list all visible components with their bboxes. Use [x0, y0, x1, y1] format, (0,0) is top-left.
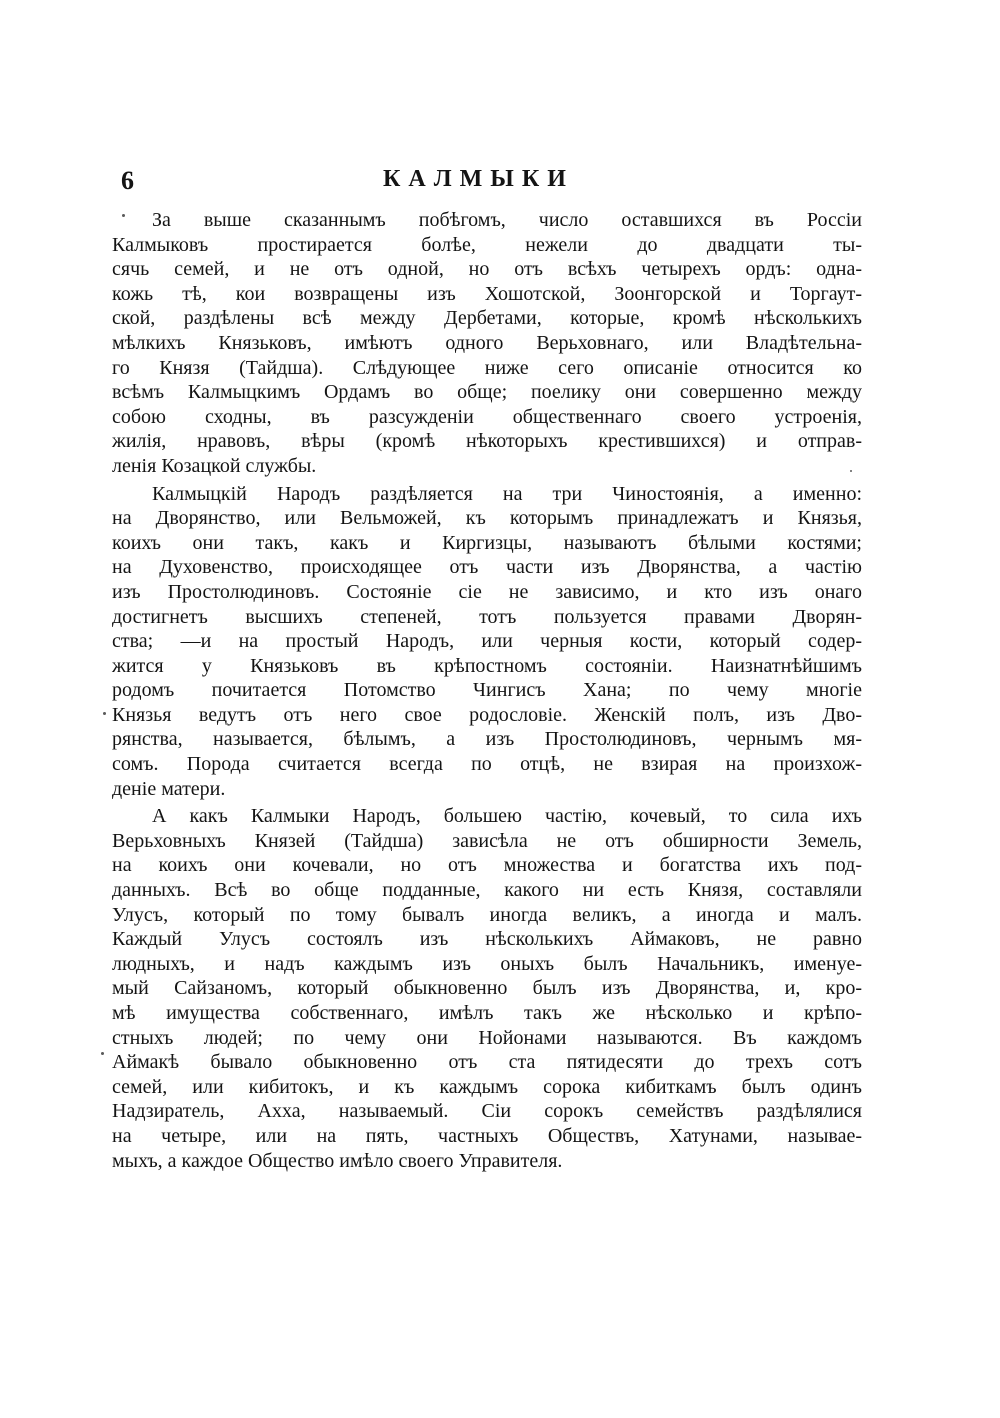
text-line: достигнетъ высшихъ степеней, тотъ пользуется правами Дворян- — [112, 605, 862, 628]
text-line: Князья ведутъ отъ него свое родословіе. Женскій полъ, изъ Дво- — [112, 703, 862, 726]
text-line: мый Сайзаномъ, который обыкновенно былъ изъ Дворянства, и, кро- — [112, 977, 862, 1000]
paragraph-2 — [112, 482, 862, 802]
text-line: изъ Простолюдиновъ. Состояніе сіе не зависимо, и кто изъ онаго — [112, 580, 862, 603]
text-line: семей, или кибитокъ, и къ каждымъ сорока кибиткамъ былъ одинъ — [112, 1075, 862, 1098]
paragraph-1 — [112, 208, 862, 479]
text-line: Верьховныхъ Князей (Тайдша) зависѣла не отъ обширности Земель, — [112, 829, 862, 852]
scan-speck — [101, 1052, 104, 1055]
text-line: рянства, называется, бѣлымъ, а изъ Простолюдиновъ, чернымъ мя- — [112, 728, 862, 751]
text-line: За выше сказаннымъ побѣгомъ, число оставшихся въ Россіи — [152, 209, 862, 231]
text-line: собою сходны, въ разсужденіи общественнаго своего устроенія, — [112, 405, 862, 428]
text-line: сомъ. Порода считается всегда по отцѣ, не взирая на произхож- — [112, 753, 862, 776]
text-line: Каждый Улусъ состоялъ изъ нѣсколькихъ Аймаковъ, не равно — [112, 928, 862, 951]
text-line: родомъ почитается Потомство Чингисъ Хана; по чему многіе — [112, 679, 862, 702]
text-line: деніе матери. — [112, 777, 226, 800]
text-line: мыхъ, а каждое Общество имѣло своего Управителя. — [112, 1149, 563, 1172]
text-line: мѣлкихъ Князьковъ, имѣютъ одного Верьховнаго, или Владѣтельна- — [112, 331, 862, 354]
text-line: коихъ они такъ, какъ и Киргизцы, называютъ бѣлыми костями; — [112, 531, 862, 554]
text-line: жилія, нравовъ, вѣры (кромѣ нѣкоторыхъ крестившихся) и отправ- — [112, 430, 862, 453]
text-line: Калмыцкій Народъ раздѣляется на три Чиностоянія, а именно: — [152, 482, 862, 505]
text-line: на коихъ они кочевали, но отъ множества и богатства ихъ под- — [112, 854, 862, 877]
text-line: Надзиратель, Ахха, называемый. Сіи сорокъ семействъ раздѣлялися — [112, 1100, 862, 1123]
text-line: на Дворянство, или Вельможей, къ которымъ принадлежатъ и Князья, — [112, 507, 862, 530]
text-line: стныхъ людей; по чему они Нойонами называются. Въ каждомъ — [112, 1026, 862, 1049]
text-line: Аймакѣ бывало обыкновенно отъ ста пятидесяти до трехъ сотъ — [112, 1051, 862, 1074]
text-line: ства; —и на простый Народъ, или черныя кости, который содер- — [112, 630, 862, 653]
text-line: на четыре, или на пять, частныхъ Обществъ, Хатунами, называе- — [112, 1124, 862, 1147]
scan-speck — [122, 214, 125, 217]
text-line: на Духовенство, происходящее отъ части изъ Дворянства, а частію — [112, 556, 862, 579]
text-line: сячь семей, и не отъ одной, но отъ всѣхъ четырехъ ордъ: одна- — [112, 258, 862, 281]
text-line: ленія Козацкой службы. — [112, 454, 317, 477]
paragraph-3 — [112, 804, 862, 1173]
text-line: го Князя (Тайдша). Слѣдующее ниже сего описаніе относится ко — [112, 356, 862, 379]
page-number: 6 — [121, 166, 134, 195]
text-line: жится у Князьковъ въ крѣпостномъ состояніи. Наизнатнѣйшимъ — [112, 654, 862, 677]
text-line: ской, раздѣлены всѣ между Дербетами, которые, кромѣ нѣсколькихъ — [112, 307, 862, 330]
text-line: всѣмъ Калмыцкимъ Ордамъ во обще; поелику они совершенно между — [112, 381, 862, 404]
text-line: Калмыковъ простирается болѣе, нежели до двадцати ты- — [112, 233, 862, 256]
text-line: кожь тѣ, кои возвращены изъ Хошотской, Зоонгорской и Торгаут- — [112, 282, 862, 305]
running-head: КАЛМЫКИ — [383, 166, 574, 192]
body-text — [112, 208, 862, 1173]
text-line: мѣ имущества собственнаго, имѣлъ такъ же нѣсколько и крѣпо- — [112, 1002, 862, 1024]
text-line: людныхъ, и надъ каждымъ изъ оныхъ былъ Начальникъ, именуе- — [112, 952, 862, 975]
scan-speck — [850, 470, 852, 472]
scan-speck — [103, 712, 106, 715]
text-line: данныхъ. Всѣ во обще подданные, какого ни есть Князя, составляли — [112, 879, 862, 902]
text-line: Улусъ, который по тому бывалъ иногда великъ, а иногда и малъ. — [112, 903, 862, 926]
text-line: А какъ Калмыки Народъ, большею частію, кочевый, то сила ихъ — [152, 805, 862, 828]
